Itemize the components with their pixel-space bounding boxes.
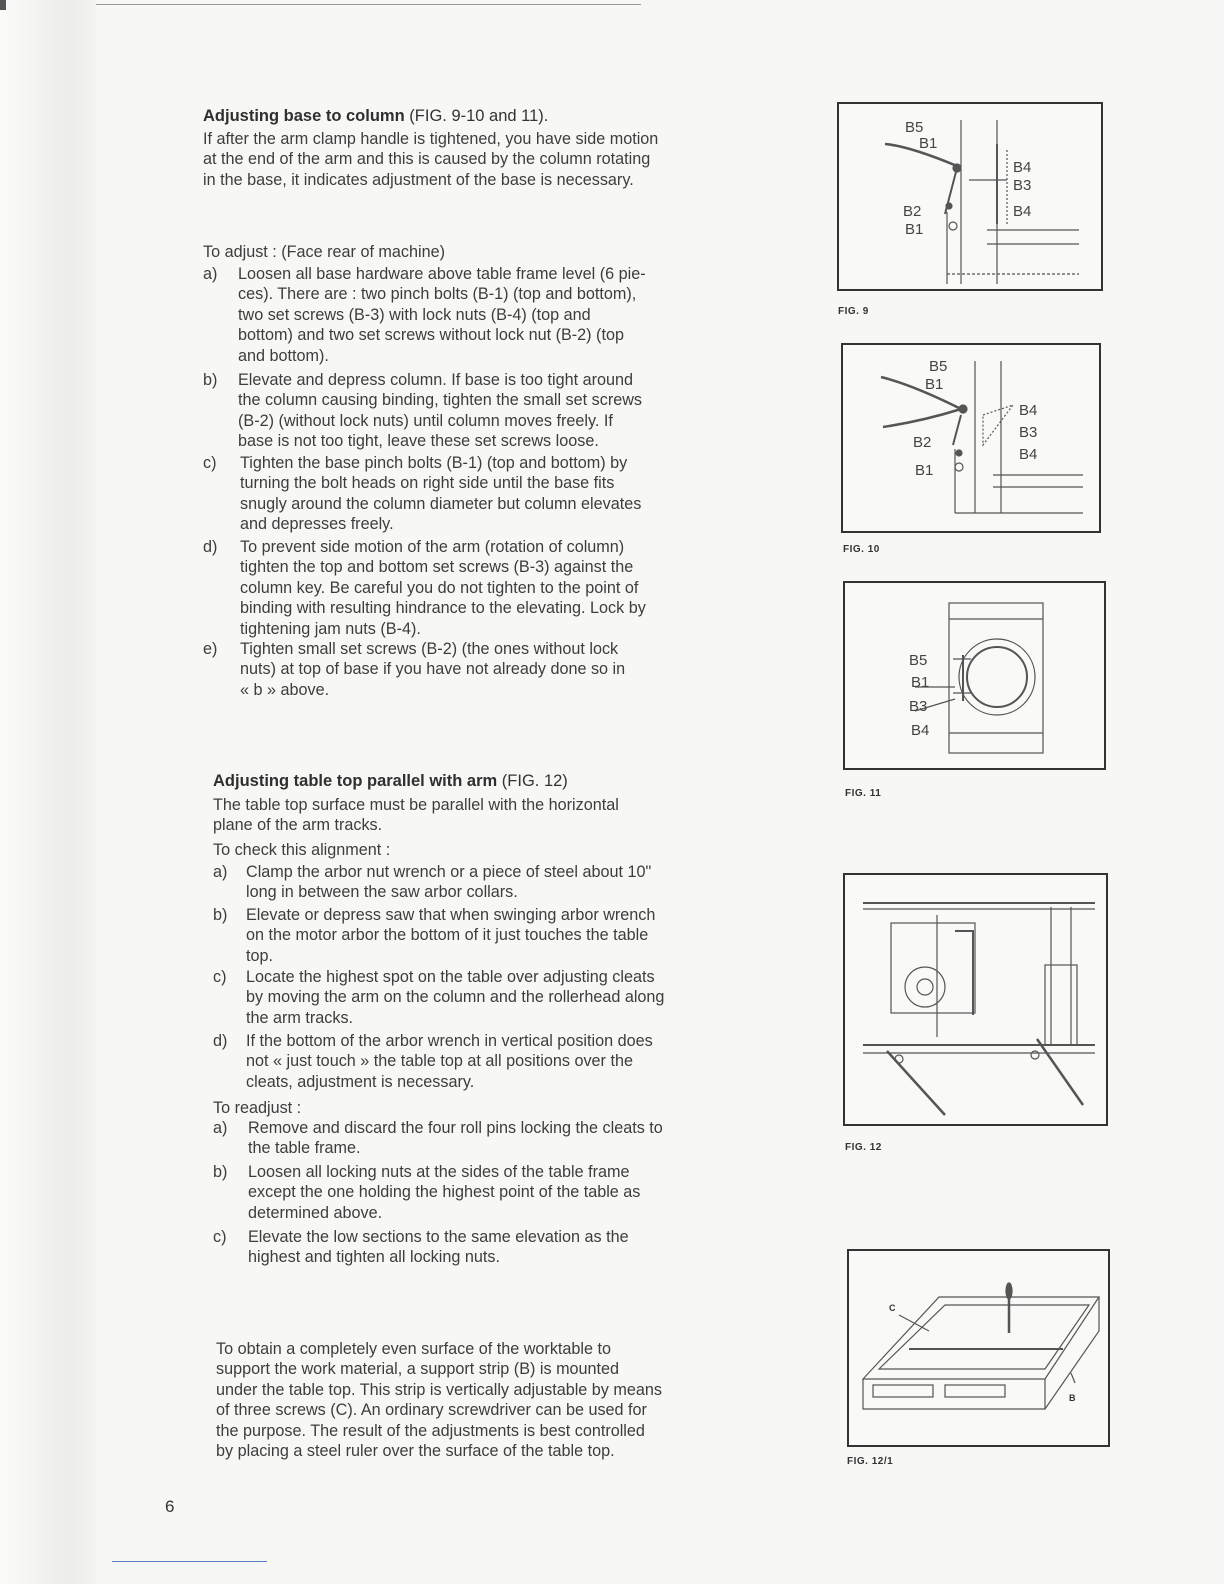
step-label: c) (213, 1228, 227, 1246)
text-line: of three screws (C). An ordinary screwdriver can be used for (216, 1401, 647, 1420)
page-binding-shadow (0, 0, 96, 1584)
fig9-label-b3: B3 (1013, 177, 1032, 194)
text-line: cleats, adjustment is necessary. (246, 1072, 475, 1091)
text-line: « b » above. (240, 680, 330, 699)
text-line: the table frame. (248, 1139, 361, 1158)
fig9-label-b5: B5 (905, 119, 924, 136)
text-line: Tighten the base pinch bolts (B-1) (top and bottom) by (240, 454, 628, 472)
figure-12-drawing (845, 875, 1106, 1124)
text-line: plane of the arm tracks. (213, 816, 383, 835)
text-line: The table top surface must be parallel with the horizontal (213, 796, 619, 814)
text-line: base is not too tight, leave these set screws loose. (238, 432, 599, 451)
text-line: snugly around the column diameter but column elevates (240, 494, 642, 513)
text-line: ces). There are : two pinch bolts (B-1) (top and bottom), (238, 285, 637, 304)
section1-heading-ref: (FIG. 9-10 and 11). (409, 107, 549, 125)
text-line: the column causing binding, tighten the small set screws (238, 391, 642, 410)
fig9-label-b4-bottom: B4 (1013, 203, 1032, 220)
step-label: b) (213, 906, 228, 924)
text-line: To prevent side motion of the arm (rotation of column) (240, 538, 625, 556)
step-label: a) (213, 863, 228, 881)
text-line: top. (246, 946, 274, 965)
step-label: c) (203, 454, 217, 472)
text-line: Clamp the arbor nut wrench or a piece of steel about 10" (246, 863, 652, 881)
section3-paragraph (216, 1339, 662, 1461)
figure-9-caption: FIG. 9 (838, 306, 869, 317)
fig12-1-label-b: B (1069, 1393, 1076, 1403)
fig10-label-b1-bottom: B1 (915, 462, 934, 479)
adjust-label (203, 242, 445, 262)
text-line: and bottom). (238, 346, 329, 365)
text-line: the arm tracks. (246, 1008, 354, 1027)
figure-12 (843, 873, 1108, 1126)
text-line: not « just touch » the table top at all positions over the (246, 1052, 633, 1071)
fig11-label-b4: B4 (911, 722, 930, 739)
readjust-label (213, 1098, 301, 1118)
figure-12-1-drawing (849, 1251, 1108, 1445)
fig9-label-b4-top: B4 (1013, 159, 1032, 176)
text-line: except the one holding the highest point of the table as (248, 1183, 641, 1202)
text-line: Elevate or depress saw that when swinging arbor wrench (246, 906, 656, 924)
step-label: a) (213, 1119, 228, 1137)
text-line: Elevate the low sections to the same elevation as the (248, 1228, 629, 1246)
text-line: tightening jam nuts (B-4). (240, 619, 421, 638)
text-line: Locate the highest spot on the table over adjusting cleats (246, 968, 655, 986)
figure-12-1-caption: FIG. 12/1 (847, 1456, 894, 1467)
text-line: long in between the saw arbor collars. (246, 883, 518, 902)
text-line: bottom) and two set screws without lock nut (B-2) (top (238, 326, 624, 345)
text-line: in the base, it indicates adjustment of the base is necessary. (203, 170, 634, 189)
fig10-label-b4-top: B4 (1019, 402, 1038, 419)
text-line: (B-2) (without lock nuts) until column moves freely. If (238, 411, 613, 430)
bottom-rule (112, 1561, 267, 1562)
text-line: Loosen all locking nuts at the sides of the table frame (248, 1163, 630, 1181)
section2-intro (213, 795, 619, 836)
fig10-label-b3: B3 (1019, 424, 1038, 441)
text-line: by moving the arm on the column and the rollerhead along (246, 988, 665, 1007)
text-line: To adjust : (Face rear of machine) (203, 243, 446, 261)
text-line: turning the bolt heads on right side until the base fits (240, 474, 615, 493)
figure-9 (837, 102, 1103, 291)
fig10-label-b5: B5 (929, 358, 948, 375)
text-line: To readjust : (213, 1099, 302, 1117)
text-line: Elevate and depress column. If base is too tight around (238, 371, 634, 389)
text-line: Remove and discard the four roll pins locking the cleats to (248, 1119, 663, 1137)
figure-10-drawing (843, 345, 1099, 531)
corner-mark (0, 0, 6, 10)
fig10-label-b1-top: B1 (925, 376, 944, 393)
figure-9-drawing (839, 104, 1101, 289)
figure-11-drawing (845, 583, 1104, 768)
step-label: e) (203, 640, 218, 658)
figure-12-1 (847, 1249, 1110, 1447)
fig9-label-b1-top: B1 (919, 135, 938, 152)
text-line: If after the arm clamp handle is tightened, you have side motion (203, 130, 659, 148)
fig9-label-b2: B2 (903, 203, 922, 220)
text-line: and depresses freely. (240, 515, 394, 534)
fig10-label-b4-bottom: B4 (1019, 446, 1038, 463)
page-number: 6 (165, 1497, 175, 1516)
step-label: d) (203, 538, 218, 556)
figure-12-caption: FIG. 12 (845, 1142, 882, 1153)
fig10-label-b2: B2 (913, 434, 932, 451)
step-label: b) (213, 1163, 228, 1181)
text-line: binding with resulting hindrance to the elevating. Lock by (240, 599, 646, 618)
fig11-label-b5: B5 (909, 652, 928, 669)
step-label: b) (203, 371, 218, 389)
step-label: a) (203, 265, 218, 283)
text-line: determined above. (248, 1203, 383, 1222)
text-line: the purpose. The result of the adjustments is best controlled (216, 1421, 645, 1440)
text-line: To check this alignment : (213, 841, 391, 859)
figure-11-caption: FIG. 11 (845, 788, 882, 799)
text-line: by placing a steel ruler over the surface of the table top. (216, 1442, 615, 1461)
text-line: nuts) at top of base if you have not already done so in (240, 660, 626, 679)
section2-heading (213, 772, 568, 791)
text-line: Loosen all base hardware above table frame level (6 pie- (238, 265, 646, 283)
fig12-1-label-c: C (889, 1303, 896, 1313)
text-line: To obtain a completely even surface of the worktable to (216, 1340, 612, 1358)
figure-11 (843, 581, 1106, 770)
fig11-label-b3: B3 (909, 698, 928, 715)
text-line: on the motor arbor the bottom of it just touches the table (246, 926, 649, 945)
step-label: d) (213, 1032, 228, 1050)
step-label: c) (213, 968, 227, 986)
section1-heading-title: Adjusting base to column (203, 107, 405, 125)
text-line: at the end of the arm and this is caused by the column rotating (203, 150, 651, 169)
figure-10 (841, 343, 1101, 533)
text-line: under the table top. This strip is vertically adjustable by means (216, 1380, 662, 1399)
check-label (213, 840, 390, 860)
text-line: If the bottom of the arbor wrench in vertical position does (246, 1032, 653, 1050)
section1-heading (203, 107, 548, 126)
section1-intro (203, 129, 658, 190)
text-line: two set screws (B-3) with lock nuts (B-4) (top and (238, 305, 591, 324)
text-line: tighten the top and bottom set screws (B-3) against the (240, 558, 634, 577)
text-line: Tighten small set screws (B-2) (the ones without lock (240, 640, 619, 658)
text-line: support the work material, a support strip (B) is mounted (216, 1360, 620, 1379)
text-line: column key. Be careful you do not tighten to the point of (240, 578, 639, 597)
figure-10-caption: FIG. 10 (843, 544, 880, 555)
section2-heading-title: Adjusting table top parallel with arm (213, 772, 498, 790)
section2-heading-ref: (FIG. 12) (501, 772, 568, 790)
fig11-label-b1: B1 (911, 674, 930, 691)
text-line: highest and tighten all locking nuts. (248, 1248, 500, 1267)
top-rule (96, 4, 641, 5)
fig9-label-b1-bottom: B1 (905, 221, 924, 238)
